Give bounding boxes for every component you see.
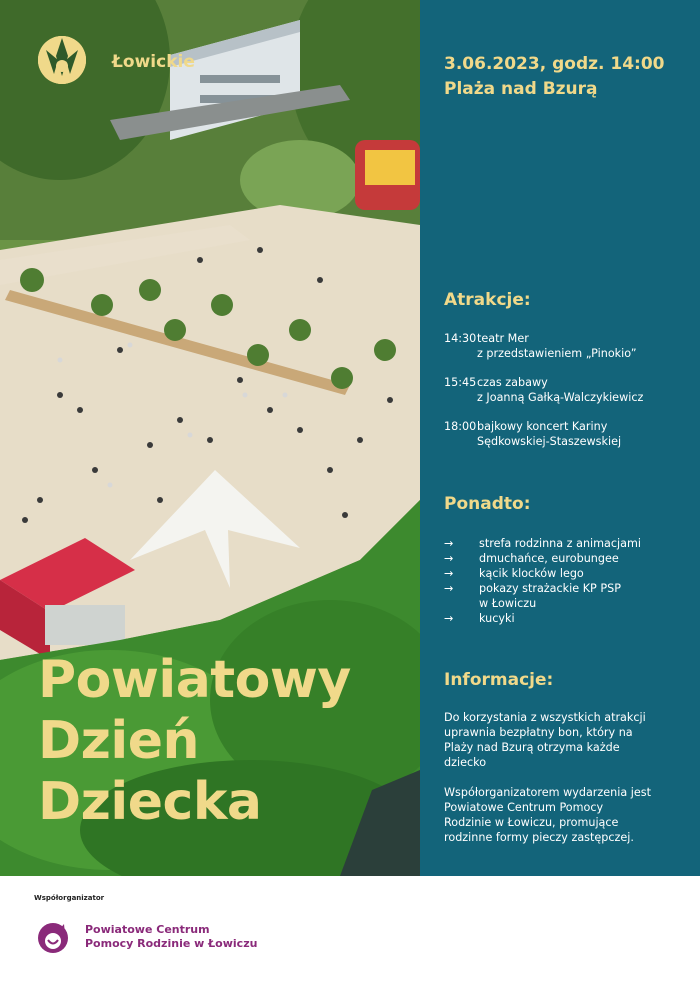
info-text xyxy=(444,710,684,860)
arrow-right-icon: → xyxy=(444,567,454,580)
arrow-right-icon: → xyxy=(444,612,454,625)
info-paragraph: Do korzystania z wszystkich atrakcji uprawnia bezpłatny bon, który na Plaży nad Bzurą otrzyma każde dziecko xyxy=(444,711,646,769)
list-item xyxy=(444,551,694,566)
list-item-text: strefa rodzinna z animacjami xyxy=(479,537,642,550)
event-title xyxy=(38,650,351,833)
schedule-text: teatr Mer z przedstawieniem „Pinokio” xyxy=(477,332,637,360)
schedule-text: czas zabawy z Joanną Gałką-Walczykiewicz xyxy=(477,376,644,404)
info-heading: Informacje: xyxy=(444,670,554,690)
footer xyxy=(0,876,700,991)
schedule-text: bajkowy koncert Kariny Sędkowskiej-Staszewskiej xyxy=(477,420,622,448)
arrow-right-icon: → xyxy=(444,537,454,550)
list-item-text: dmuchańce, eurobungee xyxy=(479,552,619,565)
brand-name: Łowickie xyxy=(112,52,195,72)
org-name-line: Pomocy Rodzinie w Łowiczu xyxy=(85,937,258,950)
schedule-time: 15:45 xyxy=(444,376,477,389)
co-organizer-name xyxy=(85,923,257,951)
attractions-schedule xyxy=(444,331,694,463)
schedule-item xyxy=(444,331,694,361)
arrow-right-icon: → xyxy=(444,552,454,565)
org-name-line: Powiatowe Centrum xyxy=(85,923,210,936)
list-item xyxy=(444,536,694,551)
list-item xyxy=(444,566,694,581)
extras-list xyxy=(444,536,694,626)
event-datetime xyxy=(444,52,665,102)
list-item xyxy=(444,611,694,626)
extras-heading: Ponadto: xyxy=(444,494,531,514)
lowicz-flower-icon xyxy=(34,30,90,86)
list-item-text: kącik klocków lego xyxy=(479,567,584,580)
event-title-line: Dzień xyxy=(38,711,200,771)
list-item-text: kucyki xyxy=(479,612,515,625)
event-title-line: Dziecka xyxy=(38,772,262,832)
info-panel xyxy=(420,0,700,876)
info-paragraph: Współorganizatorem wydarzenia jest Powiatowe Centrum Pomocy Rodzinie w Łowiczu, promujące rodzinne formy pieczy zastępczej. xyxy=(444,786,651,844)
schedule-time: 18:00 xyxy=(444,420,477,433)
arrow-right-icon: → xyxy=(444,582,454,595)
list-item xyxy=(444,581,694,611)
event-date: 3.06.2023, godz. 14:00 xyxy=(444,54,665,74)
co-organizer-label: Współorganizator xyxy=(34,894,105,902)
event-place: Plaża nad Bzurą xyxy=(444,79,598,99)
schedule-time: 14:30 xyxy=(444,332,477,345)
event-title-line: Powiatowy xyxy=(38,650,351,710)
pcpr-logo-icon xyxy=(36,920,70,954)
list-item-text: pokazy strażackie KP PSP w Łowiczu xyxy=(479,582,621,610)
attractions-heading: Atrakcje: xyxy=(444,290,531,310)
schedule-item xyxy=(444,419,694,449)
schedule-item xyxy=(444,375,694,405)
